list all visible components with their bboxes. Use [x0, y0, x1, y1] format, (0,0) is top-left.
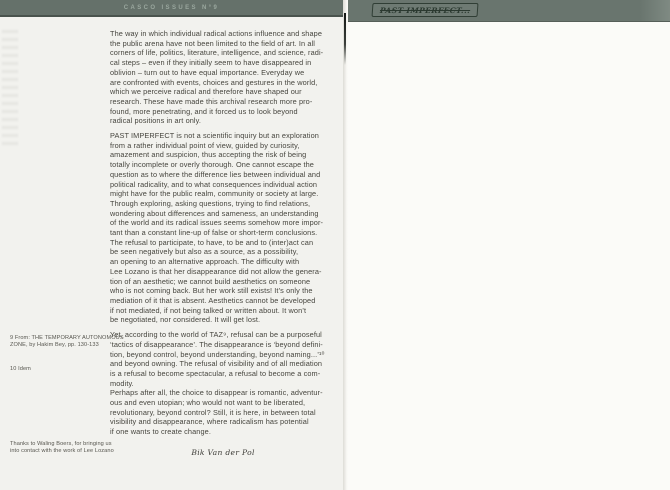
gutter-shadow [344, 13, 346, 65]
text-line: Lee Lozano is that her disappearance did not allow the genera- [110, 266, 322, 276]
text-line: and beyond owning. The refusal of visibility and of all mediation [110, 359, 323, 369]
header-band-right [348, 0, 670, 22]
paragraph [110, 131, 336, 325]
text-line: an opening to an alternative approach. The difficulty with [110, 257, 300, 267]
paragraph [110, 388, 336, 437]
text-line: Yet, according to the world of TAZ⁹, refusal can be a purposeful [110, 330, 322, 340]
text-line: The way in which individual radical actions influence and shape [110, 29, 323, 38]
text-line: of the world and its radical issues seems somehow more impor- [110, 218, 324, 228]
text-line: oblivion – turn out to have equal importance. Everyday we [110, 67, 305, 77]
text-line: 9 From: THE TEMPORARY AUTONOMOUS [10, 335, 124, 341]
text-line: PAST IMPERFECT is not a scientific inquiry but an exploration [110, 131, 319, 141]
text-line: is a refusal to become spectacular, a refusal to become a com- [110, 368, 321, 378]
text-line: the public arena have not been limited to the field of art. In all [110, 38, 316, 48]
text-line: be negotiated, nor considered. It will get lost. [110, 315, 261, 325]
stamp-title: PAST IMPERFECT... [379, 5, 471, 15]
footnote-9 [10, 335, 124, 349]
text-line: revolutionary, beyond control? Still, it is here, in between total [110, 407, 316, 417]
text-line: totally incomplete or overly thorough. One cannot escape the [110, 160, 314, 170]
header-band-left [0, 0, 343, 17]
text-line: tant than a constant line-up of false or short-term conclusions. [110, 228, 318, 238]
paragraph [110, 330, 336, 388]
band-edge-fade [640, 0, 670, 21]
text-line: Through exploring, asking questions, trying to find relations, [110, 198, 311, 208]
text-line: visibility and disappearance, where radicalism has potential [110, 417, 309, 427]
issue-title: CASCO ISSUES N°9 [123, 4, 220, 11]
text-line: ZONE, by Hakim Bey, pp. 130-133 [10, 342, 99, 348]
text-line: corners of life, politics, literature, intelligence, and science, radi- [110, 48, 324, 58]
text-line: cal steps – even if they initially seem to have disappeared in [110, 58, 312, 68]
text-line: ous and even utopian; who would not want to be liberated, [110, 398, 306, 408]
text-line: research. These have made this archival research more pro- [110, 96, 313, 106]
text-line: tion of an aesthetic; we cannot build aesthetics on someone [110, 276, 311, 286]
text-line: might have for the public realm, community or society at large. [110, 189, 319, 199]
text-line: Thanks to Waling Boers, for bringing us [10, 441, 112, 447]
article-text-column [110, 29, 336, 458]
text-line: mediation of it that is absent. Aesthetics cannot be developed [110, 295, 316, 305]
text-line: are confronted with events, choices and gestures in the world, [110, 77, 318, 87]
text-line: found, more penetrating, and it forced us to look beyond [110, 106, 298, 116]
text-line: ‘tactics of disappearance’. The disappearance is ‘beyond defini- [110, 339, 323, 349]
text-line: tion, beyond control, beyond understanding, beyond naming...’¹⁰ [110, 349, 325, 359]
paragraph [110, 29, 336, 126]
text-line: question as to where the difference lies between individual and [110, 169, 321, 179]
text-line: if one wants to create change. [110, 427, 211, 437]
text-line: which we perceive radical and therefore have shaped our [110, 87, 302, 97]
text-line: be seen negatively but also as a source, as a possibility, [110, 247, 299, 257]
page-bleedthrough [2, 30, 18, 150]
text-line: who is not coming back. But her work still exists! It’s only the [110, 286, 313, 296]
text-line: from a rather individual point of view, guided by curiosity, [110, 140, 300, 150]
text-line: radical positions in art only. [110, 116, 202, 126]
acknowledgement-note [10, 441, 114, 455]
title-stamp [372, 3, 479, 17]
footnote-10: 10 Idem [10, 366, 31, 372]
page-gutter [343, 0, 348, 490]
text-line: if not mediated, if not being talked or written about. It won’t [110, 305, 307, 315]
text-line: wondering about differences and sameness, an understanding [110, 208, 319, 218]
text-line: political radicality, and to what consequences individual action [110, 179, 318, 189]
author-signature: Bik Van der Pol [191, 447, 255, 457]
text-line: The refusal to participate, to have, to be and to (inter)act can [110, 237, 314, 247]
text-line: modity. [110, 378, 134, 388]
text-line: into contact with the work of Lee Lozano [10, 448, 114, 454]
text-line: Perhaps after all, the choice to disappear is romantic, adventur- [110, 388, 323, 398]
page-right [345, 0, 670, 490]
text-line: amazement and suspicion, thus accepting the risk of being [110, 150, 307, 160]
